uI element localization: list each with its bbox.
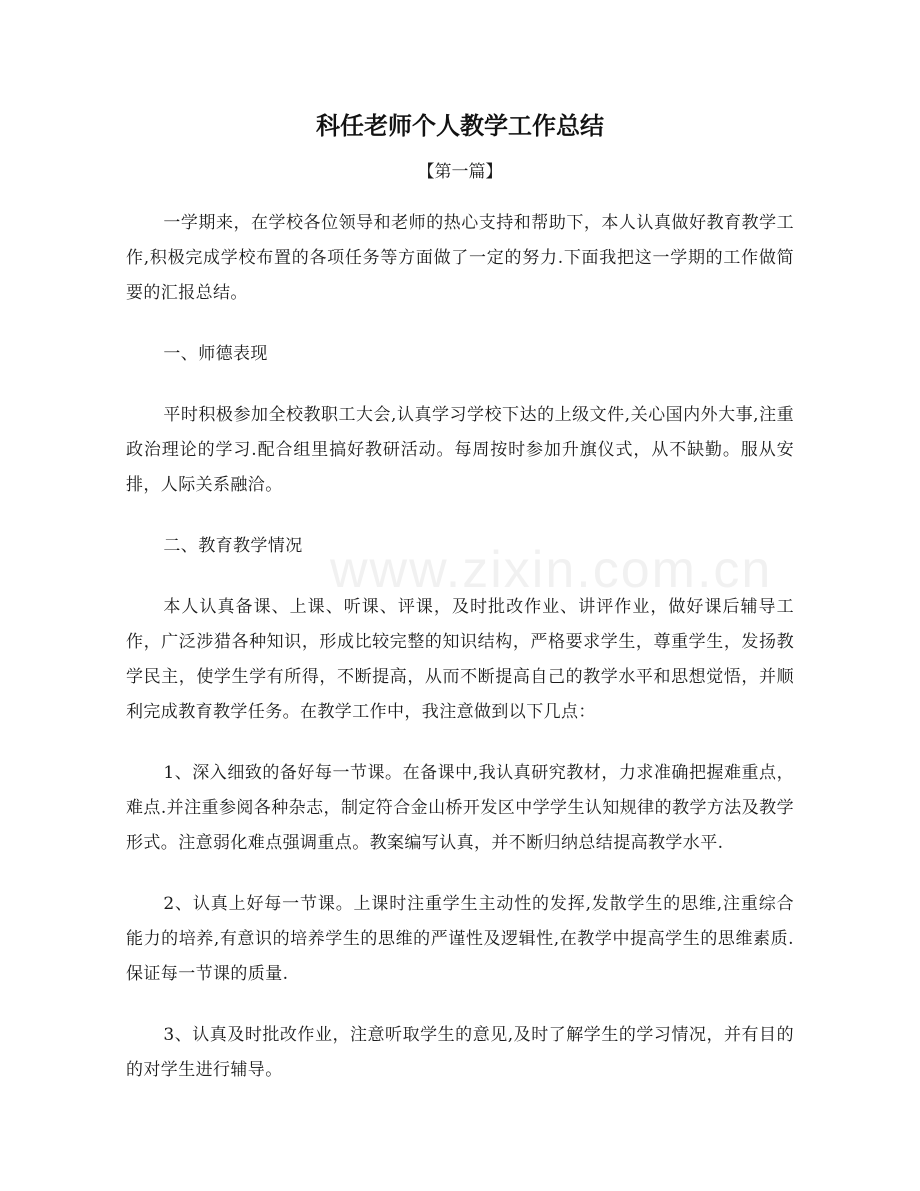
paragraph-point-2: 2、认真上好每一节课。上课时注重学生主动性的发挥,发散学生的思维,注重综合能力的培养,有意识的培养学生的思维的严谨性及逻辑性,在教学中提高学生的思维素质.保证每一节课的质量. — [126, 894, 794, 984]
section-heading-ethics: 一、师德表现 — [163, 344, 268, 364]
paragraph-point-1: 1、深入细致的备好每一节课。在备课中,我认真研究教材，力求准确把握难重点，难点.并注重参阅各种杂志，制定符合金山桥开发区中学学生认知规律的教学方法及教学形式。注意弱化难点强调重点。教案编写认真，并不断归纳总结提高教学水平. — [126, 763, 794, 853]
paragraph-ethics: 平时积极参加全校教职工大会,认真学习学校下达的上级文件,关心国内外大事,注重政治理论的学习.配合组里搞好教研活动。每周按时参加升旗仪式，从不缺勤。服从安排，人际关系融洽。 — [126, 405, 794, 495]
section-label: 【第一篇】 — [417, 162, 503, 182]
paragraph-point-3: 3、认真及时批改作业，注意听取学生的意见,及时了解学生的学习情况，并有目的的对学生进行辅导。 — [126, 1025, 794, 1080]
watermark: www.zixin.com.cn — [330, 541, 773, 599]
document-title: 科任老师个人教学工作总结 — [316, 111, 604, 140]
document-body — [126, 206, 794, 1114]
section-heading-teaching: 二、教育教学情况 — [163, 536, 303, 556]
paragraph-teaching: 本人认真备课、上课、听课、评课，及时批改作业、讲评作业，做好课后辅导工作，广泛涉猎各种知识，形成比较完整的知识结构，严格要求学生，尊重学生，发扬教学民主，使学生学有所得，不断提高，从而不断提高自己的教学水平和思想觉悟，并顺利完成教育教学任务。在教学工作中，我注意做到以下几点： — [126, 597, 794, 722]
paragraph-intro: 一学期来，在学校各位领导和老师的热心支持和帮助下，本人认真做好教育教学工作,积极完成学校布置的各项任务等方面做了一定的努力.下面我把这一学期的工作做简要的汇报总结。 — [126, 213, 794, 303]
